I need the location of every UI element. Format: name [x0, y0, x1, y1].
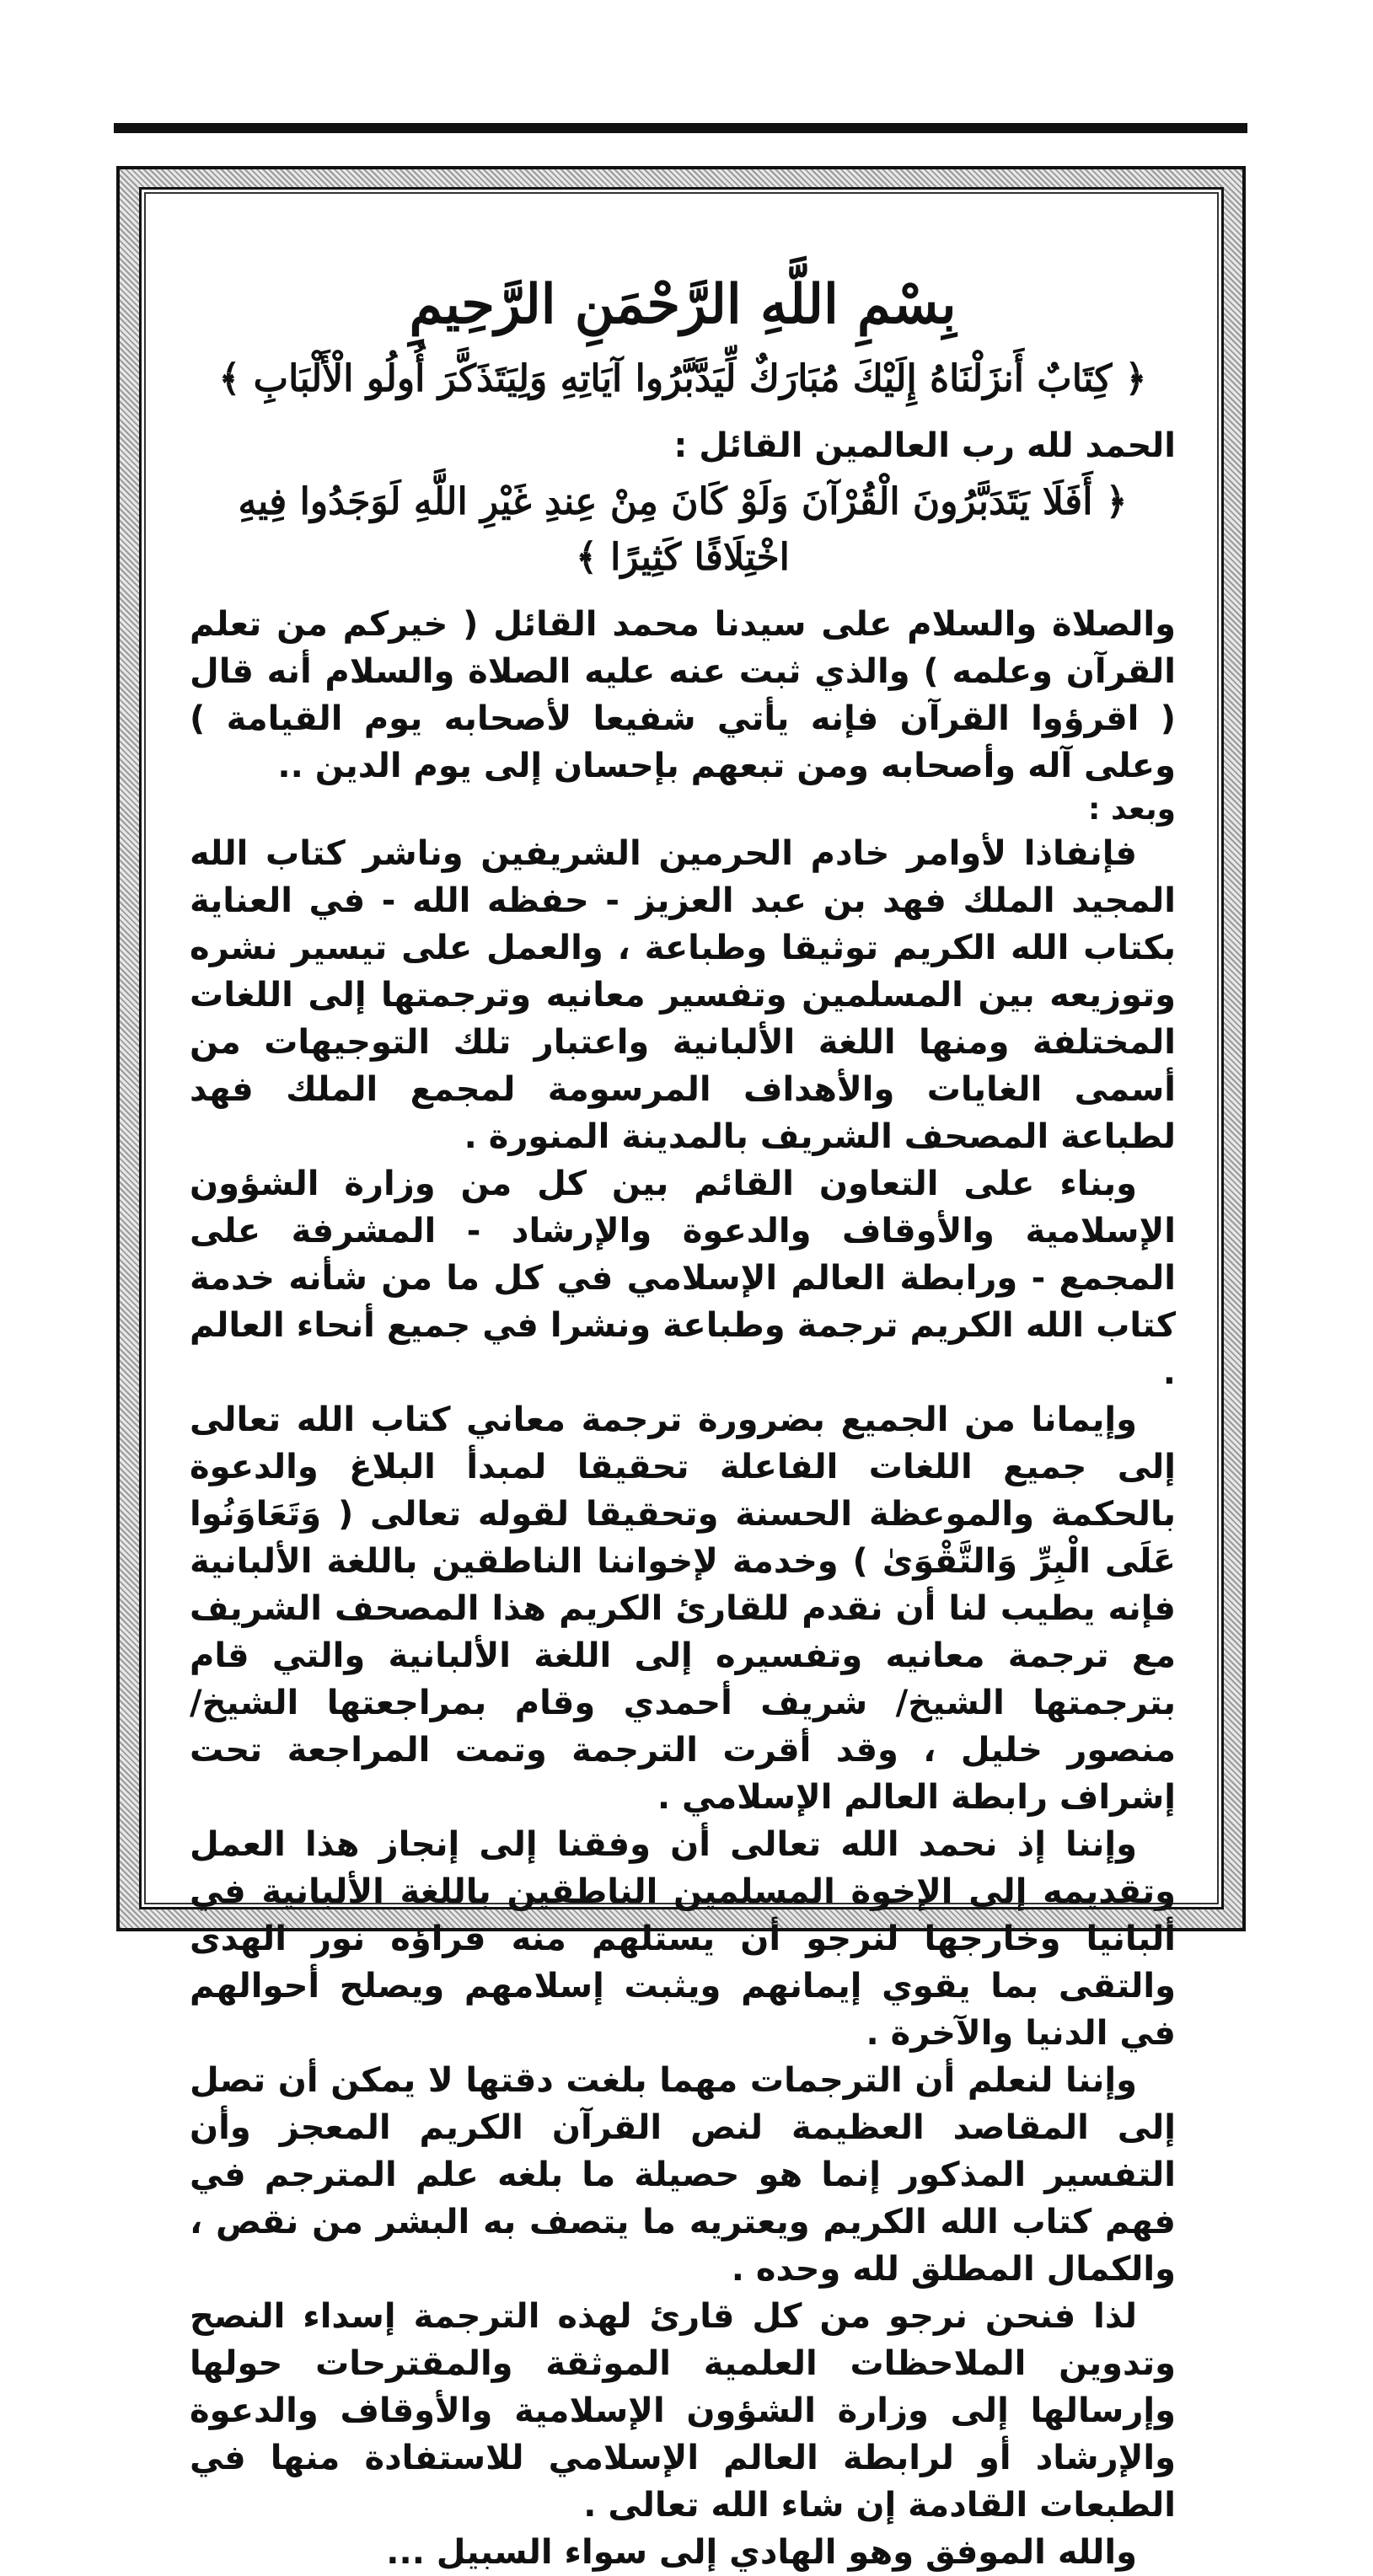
paragraph-4: وإننا إذ نحمد الله تعالى أن وفقنا إلى إنجاز هذا العمل وتقديمه إلى الإخوة المسلمين الناطقين باللغة الألبانية في ألبانيا وخارجها لنرجو أن يستلهم منه قراؤه نور الهدى والتقى بما يقوي إيمانهم ويثبت إسلامهم ويصلح أحوالهم في الدنيا والآخرة . — [190, 1825, 1176, 2054]
paragraph-6: لذا فنحن نرجو من كل قارئ لهذه الترجمة إسداء النصح وتدوين الملاحظات العلمية الموثقة والمقترحات حولها وإرسالها إلى وزارة الشؤون الإسلامية والأوقاف والدعوة والإرشاد أو لرابطة العالم الإسلامي للاستفادة منها في الطبعات القادمة إن شاء الله تعالى . — [190, 2297, 1176, 2525]
top-rule — [114, 123, 1247, 133]
salat-paragraph: والصلاة والسلام على سيدنا محمد القائل ( خيركم من تعلم القرآن وعلمه ) والذي ثبت عنه عليه الصلاة والسلام أنه قال ( اقرؤوا القرآن فإنه يأتي شفيعا لأصحابه يوم القيامة ) وعلى آله وأصحابه ومن تبعهم بإحسان إلى يوم الدين .. — [190, 605, 1176, 786]
hamd-line: الحمد لله رب العالمين القائل : — [673, 426, 1176, 466]
closing-line: والله الموفق وهو الهادي إلى سواء السبيل ... — [386, 2533, 1137, 2573]
second-verse: ﴿ أَفَلَا يَتَدَبَّرُونَ الْقُرْآنَ وَلَوْ كَانَ مِنْ عِندِ غَيْرِ اللَّهِ لَوَجَدُوا فِيهِ اخْتِلَافًا كَثِيرًا ﴾ — [238, 480, 1128, 580]
page-content — [190, 253, 1176, 2576]
paragraph-2: وبناء على التعاون القائم بين كل من وزارة الشؤون الإسلامية والأوقاف والدعوة والإرشاد - المشرفة على المجمع - ورابطة العالم الإسلامي في كل ما من شأنه خدمة كتاب الله الكريم ترجمة وطباعة ونشرا في جميع أنحاء العالم . — [190, 1165, 1176, 1393]
opening-verse: ﴿ كِتَابٌ أَنزَلْنَاهُ إِلَيْكَ مُبَارَكٌ لِّيَدَّبَّرُوا آيَاتِهِ وَلِيَتَذَكَّرَ أُولُو الْأَلْبَابِ ﴾ — [218, 357, 1147, 401]
paragraph-1: فإنفاذا لأوامر خادم الحرمين الشريفين وناشر كتاب الله المجيد الملك فهد بن عبد العزيز - حفظه الله - في العناية بكتاب الله الكريم توثيقا وطباعة ، والعمل على تيسير نشره وتوزيعه بين المسلمين وتفسير معانيه وترجمتها إلى اللغات المختلفة ومنها اللغة الألبانية واعتبار تلك التوجيهات من أسمى الغايات والأهداف المرسومة لمجمع الملك فهد لطباعة المصحف الشريف بالمدينة المنورة . — [190, 834, 1176, 1157]
paragraph-3: وإيمانا من الجميع بضرورة ترجمة معاني كتاب الله تعالى إلى جميع اللغات الفاعلة تحقيقا لمبدأ البلاغ والدعوة بالحكمة والموعظة الحسنة وتحقيقا لقوله تعالى ( وَتَعَاوَنُوا عَلَى الْبِرِّ وَالتَّقْوَىٰ ) وخدمة لإخواننا الناطقين باللغة الألبانية فإنه يطيب لنا أن نقدم للقارئ الكريم هذا المصحف الشريف مع ترجمة معانيه وتفسيره إلى اللغة الألبانية والتي قام بترجمتها الشيخ/ شريف أحمدي وقام بمراجعتها الشيخ/ منصور خليل ، وقد أقرت الترجمة وتمت المراجعة تحت إشراف رابطة العالم الإسلامي . — [190, 1400, 1176, 1818]
paragraph-5: وإننا لنعلم أن الترجمات مهما بلغت دقتها لا يمكن أن تصل إلى المقاصد العظيمة لنص القرآن الكريم المعجز وأن التفسير المذكور إنما هو حصيلة ما بلغه علم المترجم في فهم كتاب الله الكريم ويعتريه ما يتصف به البشر من نقص ، والكمال المطلق لله وحده . — [190, 2061, 1176, 2289]
basmala: بِسْمِ اللَّهِ الرَّحْمَنِ الرَّحِيمِ — [409, 273, 957, 336]
wabad-label: وبعد : — [1088, 792, 1176, 827]
